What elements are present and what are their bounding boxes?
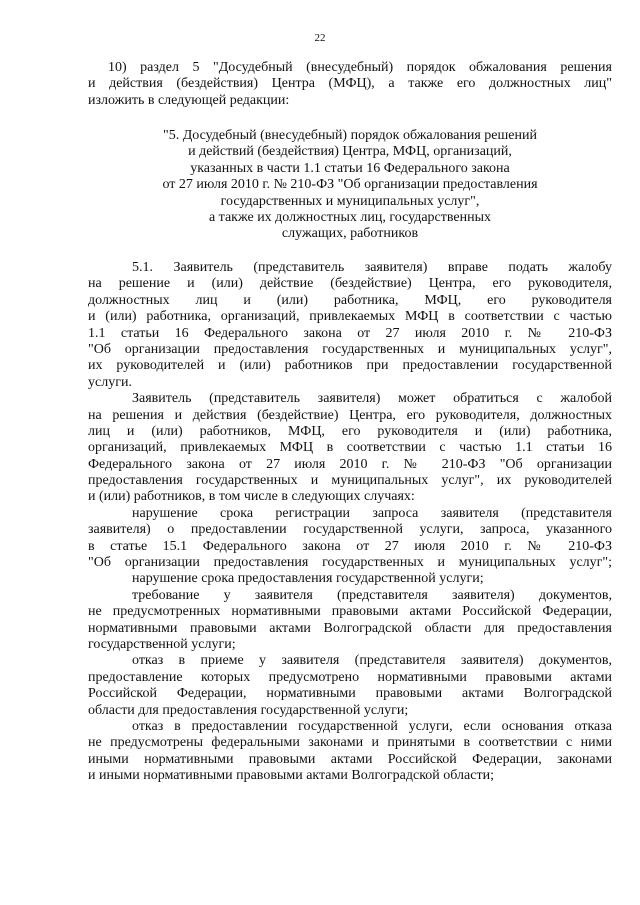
page-number: 22 (314, 32, 326, 44)
body-line: нарушение срока предоставления государственной услуги; (132, 571, 484, 587)
intro-line: и действия (бездействия) Центра (МФЦ), а также его должностных лиц" (88, 76, 612, 92)
body-line: "Об организации предоставления государственных и муниципальных услуг"; (88, 555, 612, 571)
body-line: иными нормативными правовыми актами Российской Федерации, законами (88, 751, 612, 767)
body-line: не предусмотренных нормативными правовыми актами Российской Федерации, (88, 604, 612, 620)
body-line: отказ в предоставлении государственной услуги, если основания отказа (132, 718, 612, 734)
body-line: государственной услуги; (88, 636, 236, 652)
body-line: предоставление которых предусмотрено нормативными правовыми актами (88, 669, 612, 685)
heading-line: "5. Досудебный (внесудебный) порядок обжалования решений (163, 128, 537, 143)
body-line: и (или) работника, организаций, привлекаемых МФЦ в соответствии с частью (88, 309, 612, 325)
body-line: их руководителей и (или) работников при предоставлении государственной (88, 358, 612, 374)
body-line: не предусмотрены федеральными законами и принятыми в соответствии с ними (88, 735, 612, 751)
body-line: отказ в приеме у заявителя (представителя заявителя) документов, (132, 653, 612, 669)
body-line: Заявитель (представитель заявителя) может обратиться с жалобой (132, 391, 612, 407)
body-line: услуги. (88, 374, 132, 390)
section-heading (120, 128, 580, 243)
body-line: нормативными правовыми актами Волгоградской области для предоставления (88, 620, 612, 636)
heading-line: от 27 июля 2010 г. № 210-ФЗ "Об организации предоставления (162, 177, 538, 193)
section-body (88, 260, 612, 785)
body-line: области для предоставления государственной услуги; (88, 702, 409, 718)
body-line: предоставления государственных и муниципальных услуг", их руководителей (88, 473, 612, 489)
body-line: на решения и действия (бездействие) Центра, его руководителя, должностных (88, 407, 612, 423)
body-line: "Об организации предоставления государственных и муниципальных услуг", (88, 341, 612, 357)
body-line: должностных лиц и (или) работника, МФЦ, его руководителя (88, 292, 612, 308)
body-line: нарушение срока регистрации запроса заявителя (представителя (132, 505, 612, 521)
body-line: в статье 15.1 Федерального закона от 27 июля 2010 г. № 210-ФЗ (88, 538, 612, 554)
heading-line: а также их должностных лиц, государственных (208, 209, 492, 225)
body-line: 1.1 статьи 16 Федерального закона от 27 июля 2010 г. № 210-ФЗ (88, 325, 612, 341)
heading-line: указанных в части 1.1 статьи 16 Федерального закона (190, 160, 510, 176)
heading-line: государственных и муниципальных услуг", (220, 193, 480, 209)
body-line: организаций, привлекаемых МФЦ в соответствии с частью 1.1 статьи 16 (88, 440, 612, 456)
amendment-intro (88, 60, 612, 109)
body-line: Федерального закона от 27 июля 2010 г. № 210-ФЗ "Об организации (88, 456, 612, 472)
intro-line: изложить в следующей редакции: (88, 92, 290, 108)
body-line: 5.1. Заявитель (представитель заявителя) вправе подать жалобу (132, 260, 612, 275)
body-line: требование у заявителя (представителя заявителя) документов, (132, 587, 612, 603)
body-line: на решение и (или) действие (бездействие) Центра, его руководителя, (88, 276, 612, 292)
body-line: и (или) работников, в том числе в следующих случаях: (88, 489, 415, 505)
intro-line: 10) раздел 5 "Досудебный (внесудебный) порядок обжалования решения (108, 60, 612, 75)
body-line: заявителя) о предоставлении государственной услуги, запроса, указанного (88, 522, 612, 538)
heading-line: и действий (бездействия) Центра, МФЦ, организаций, (188, 144, 512, 160)
body-line: лиц и (или) работников, МФЦ, его руководителя и (или) работника, (88, 423, 612, 439)
heading-line: служащих, работников (281, 226, 419, 242)
body-line: и иными нормативными правовыми актами Волгоградской области; (88, 768, 494, 784)
body-line: Российской Федерации, нормативными правовыми актами Волгоградской (88, 686, 612, 702)
